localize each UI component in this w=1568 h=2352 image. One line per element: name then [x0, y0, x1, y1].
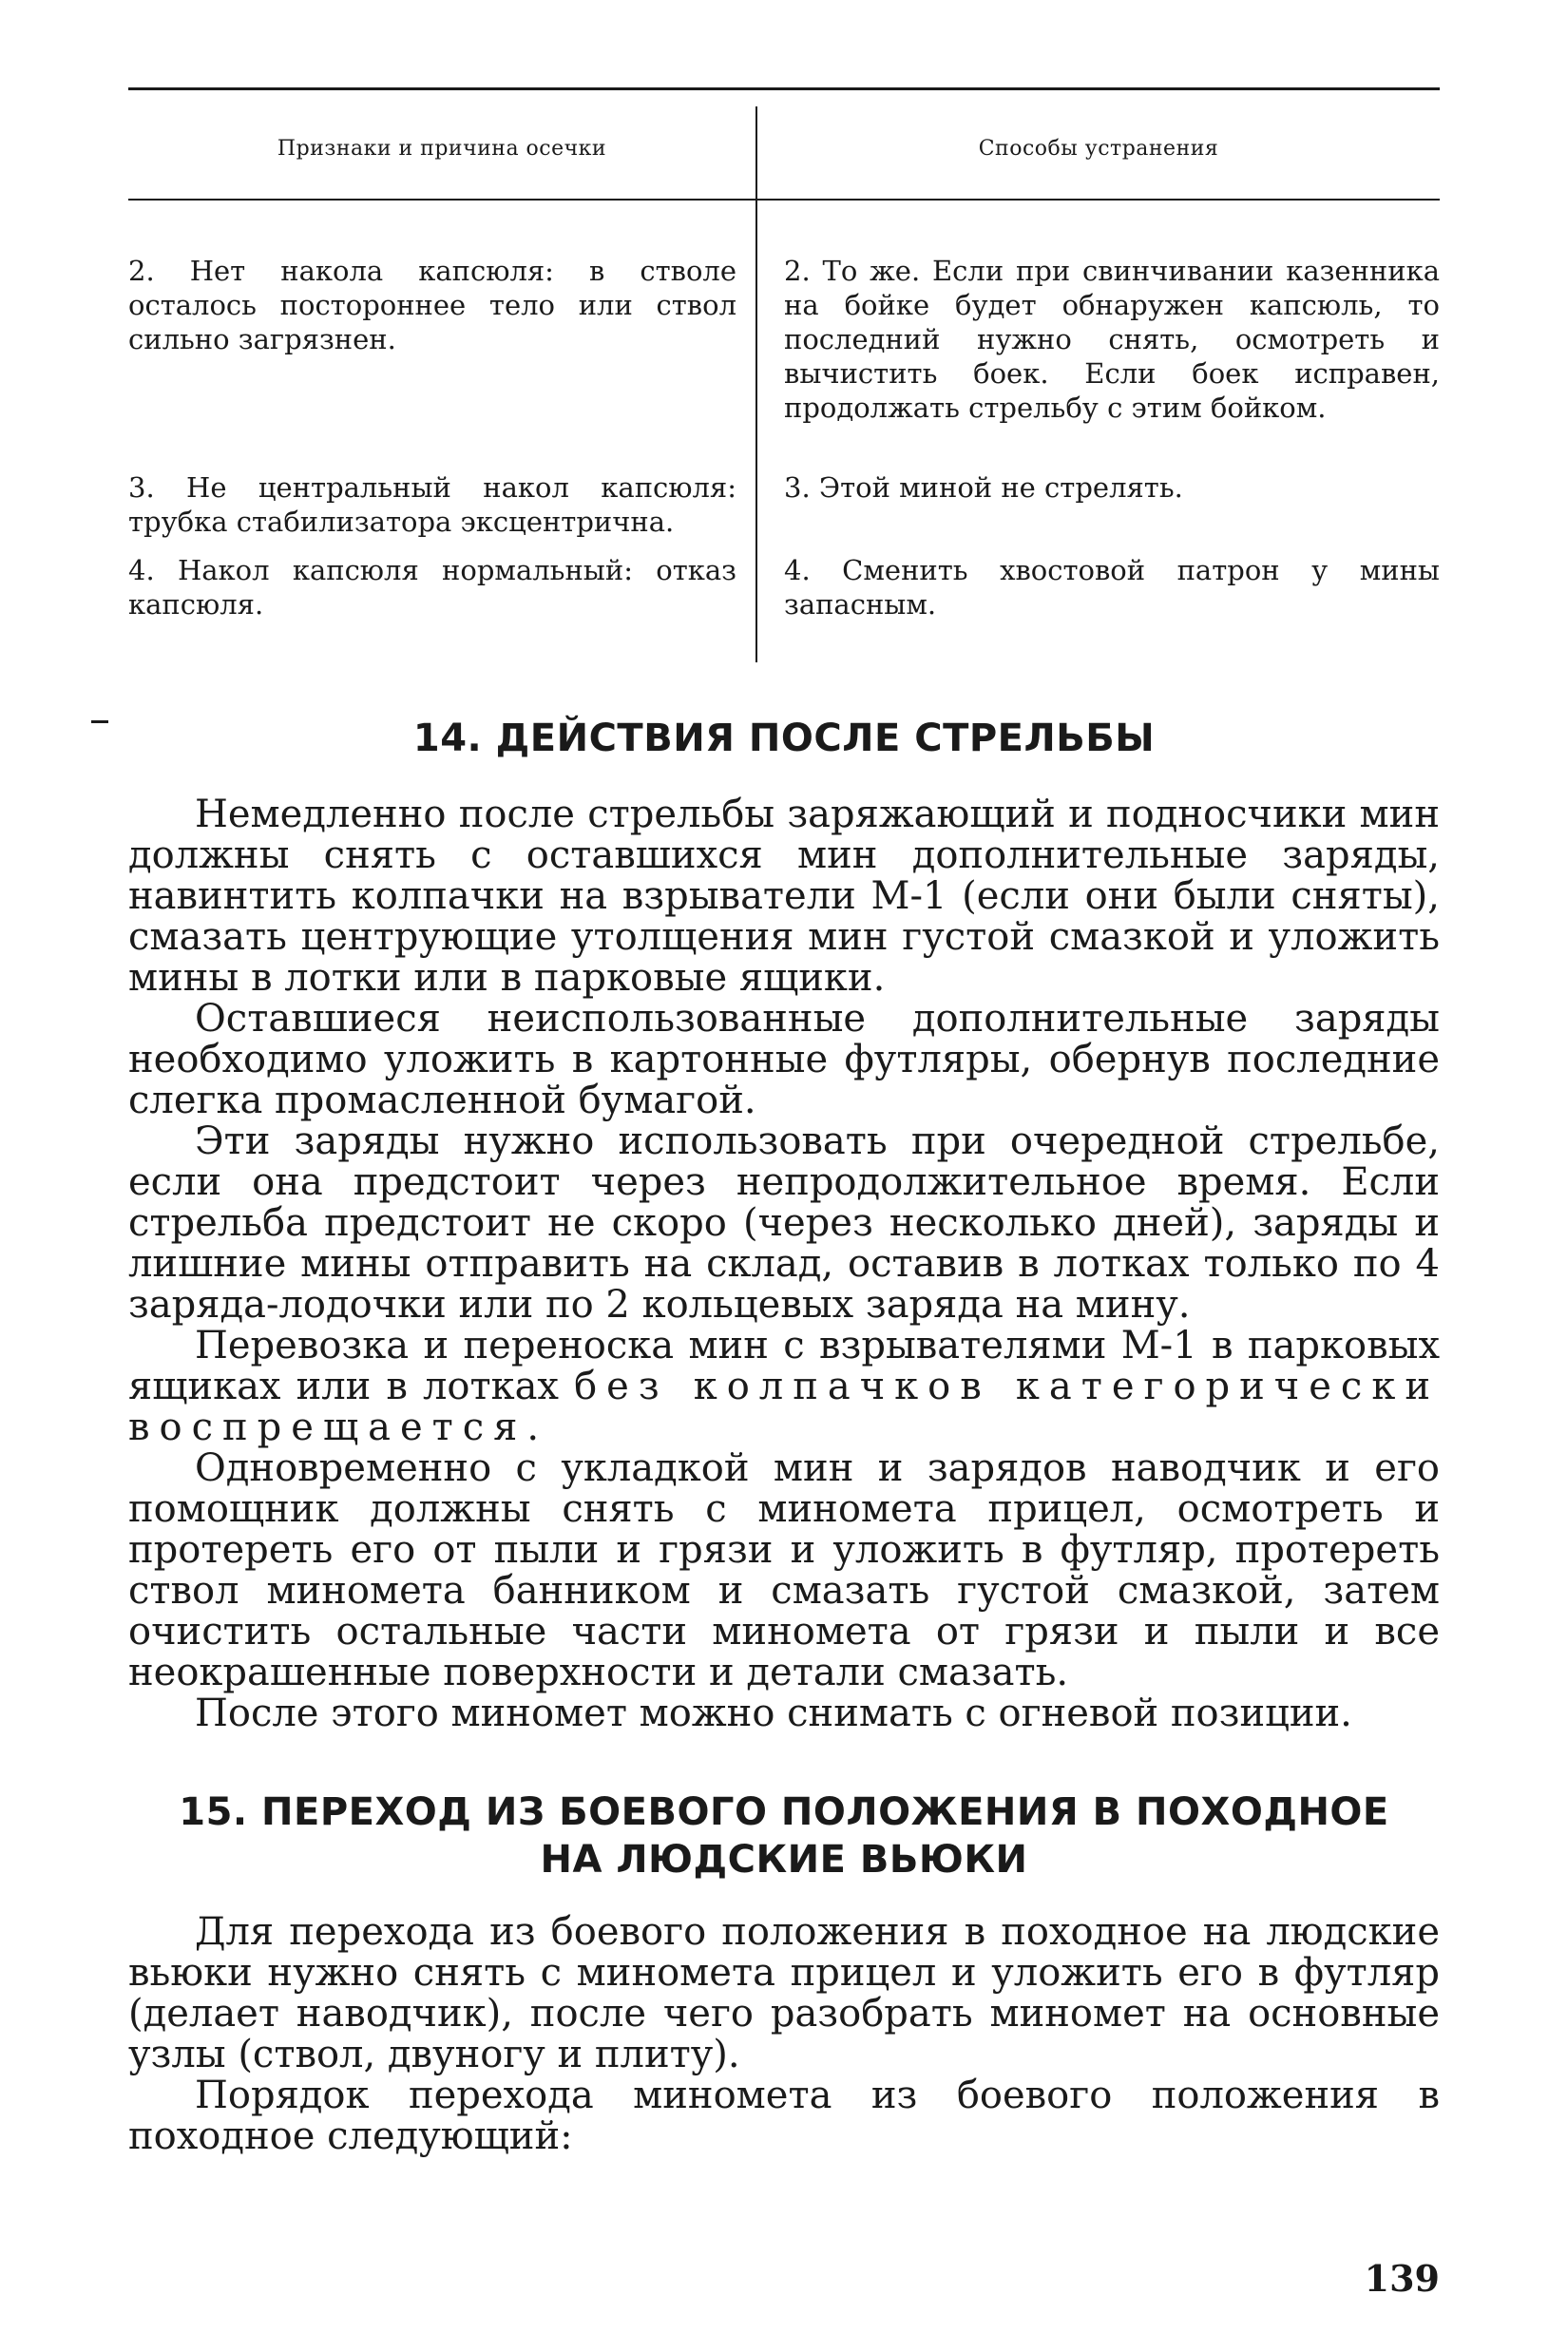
section-15-paragraph-2: Порядок перехода миномета из боевого положения в походное следующий:	[128, 2074, 1440, 2158]
margin-mark	[91, 720, 108, 723]
section-14-paragraph-3: Эти заряды нужно использовать при очередной стрельбе, если она предстоит через непродолжительное время. Если стрельба предстоит не скоро (через несколько дней), заряды и лишние мины отправить на склад, оставив в лотках только по 4 заряда-лодочки или по 2 кольцевых заряда на мину.	[128, 1119, 1440, 1327]
table-top-rule	[128, 87, 1440, 90]
table-column-divider	[755, 106, 757, 662]
section-15-heading-line-1: 15. ПЕРЕХОД ИЗ БОЕВОГО ПОЛОЖЕНИЯ В ПОХОДНОЕ	[179, 1790, 1389, 1834]
section-15-paragraph-1: Для перехода из боевого положения в походное на людские вьюки нужно снять с миномета прицел и уложить его в футляр (делает наводчик), после чего разобрать миномет на основные узлы (ствол, двуногу и плиту).	[128, 1910, 1440, 2076]
table-cell-cause-4: 4. Накол капсюля нормальный: отказ капсюля.	[128, 554, 736, 621]
section-14-paragraph-4	[128, 1326, 1440, 1448]
table-cell-cause-2: 2. Нет накола капсюля: в стволе осталось постороннее тело или ствол сильно загрязнен.	[128, 255, 736, 355]
table-header-cause: Признаки и причина осечки	[277, 137, 607, 161]
table-cell-cause-3: 3. Не центральный накол капсюля: трубка стабилизатора эксцентрична.	[128, 471, 736, 538]
paragraph-4-emphasis: без колпачков категорически воспрещается.	[128, 1365, 1440, 1449]
paragraph-4-text: Перевозка и переноска мин с взрывателями М-1 в парковых ящиках или в лотках	[128, 1324, 1440, 1408]
page-number: 139	[1364, 2257, 1440, 2300]
table-cell-fix-4: 4. Сменить хвостовой патрон у мины запасным.	[784, 554, 1440, 621]
section-14-paragraph-6: После этого миномет можно снимать с огневой позиции.	[195, 1692, 1352, 1735]
table-cell-fix-3: 3. Этой миной не стрелять.	[784, 471, 1183, 504]
section-15-heading-line-2: НА ЛЮДСКИЕ ВЬЮКИ	[540, 1838, 1028, 1882]
table-cell-fix-2: 2. То же. Если при свинчивании казенника на бойке будет обнаружен капсюль, то последний нужно снять, осмотреть и вычистить боек. Если боек исправен, продолжать стрельбу с этим бойком.	[784, 255, 1440, 424]
section-14-heading: 14. ДЕЙСТВИЯ ПОСЛЕ СТРЕЛЬБЫ	[412, 717, 1156, 760]
table-header-fix: Способы устранения	[978, 137, 1219, 161]
section-14-paragraph-2: Оставшиеся неиспользованные дополнительные заряды необходимо уложить в картонные футляры, обернув последние слегка промасленной бумагой.	[128, 997, 1440, 1122]
section-14-paragraph-1: Немедленно после стрельбы заряжающий и подносчики мин должны снять с оставшихся мин дополнительные заряды, навинтить колпачки на взрыватели М-1 (если они были сняты), смазать центрующие утолщения мин густой смазкой и уложить мины в лотки или в парковые ящики.	[128, 793, 1440, 1000]
table-header-rule	[128, 199, 1440, 201]
section-14-paragraph-5: Одновременно с укладкой мин и зарядов наводчик и его помощник должны снять с миномета прицел, осмотреть и протереть его от пыли и грязи и уложить в футляр, протереть ствол миномета банником и смазать густой смазкой, затем очистить остальные части миномета от грязи и пыли и все неокрашенные поверхности и детали смазать.	[128, 1446, 1440, 1694]
